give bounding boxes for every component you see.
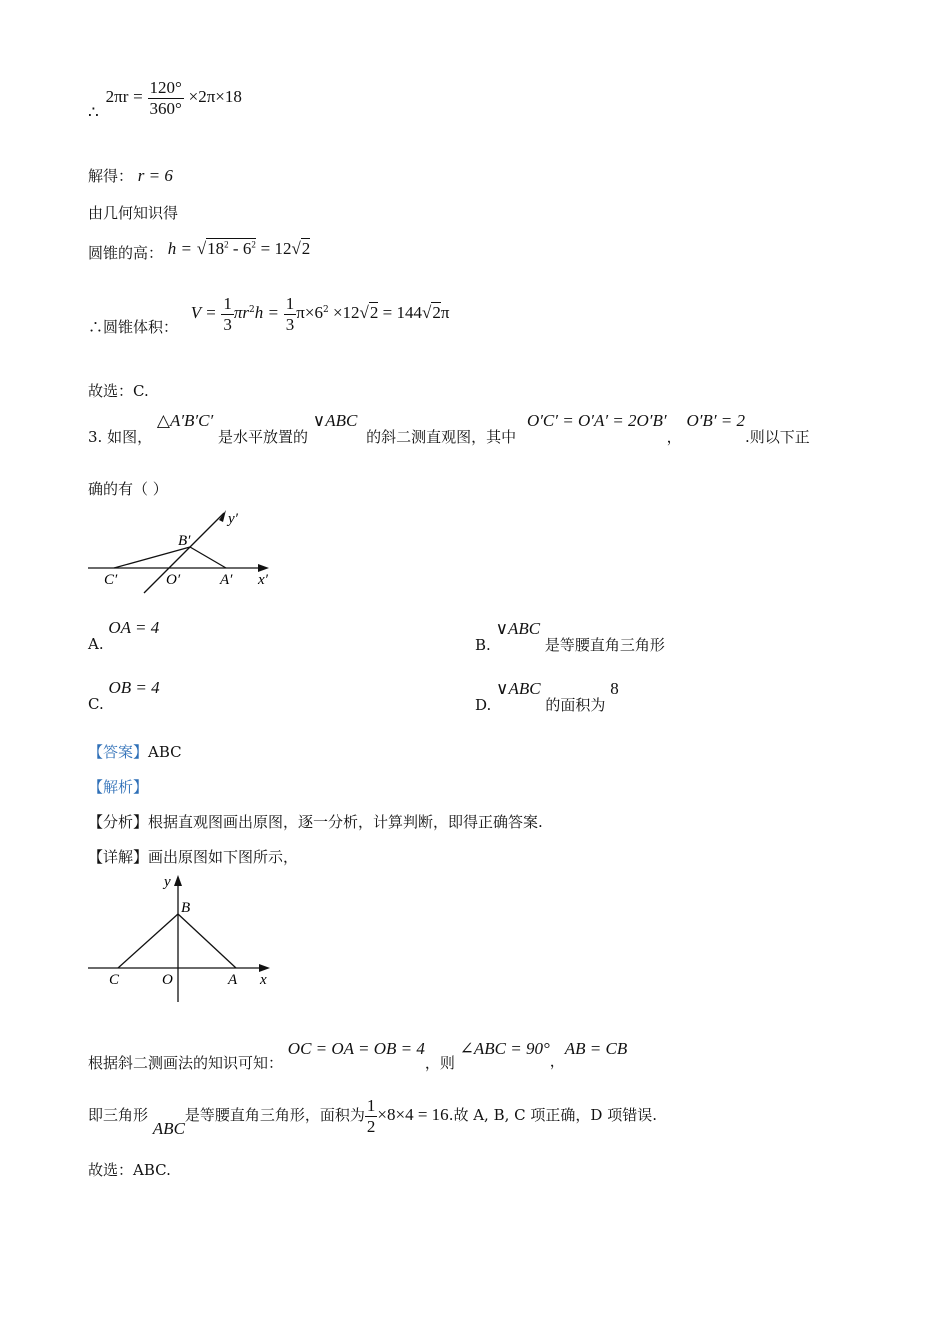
eq-144: = 144 [378,303,422,323]
option-a-expr: OA = 4 [108,618,160,637]
question-3-line2: 确的有（ ） [88,480,168,498]
area-calc: ×8×4 = 16 [377,1105,449,1125]
fraction-numerator: 120° [149,78,182,97]
sqrt-sign: √ [359,303,369,323]
ab-eq-cb: AB = CB [564,1039,628,1058]
q3-triangle-prime: △A′B′C′ [156,411,214,430]
y-axis-arrow [219,510,226,522]
option-c-expr: OB = 4 [108,678,160,697]
label-b: B [181,900,191,916]
question-3-line1 [88,410,810,446]
formula-arc-length [88,78,242,123]
height-lhs: h = [167,239,193,258]
cone-height-label: 圆锥的高： [88,244,164,262]
option-d-label: D. [475,696,492,714]
volume-v: V = [190,303,217,323]
pi-r: πr [233,303,250,323]
label-a: A′ [220,572,233,588]
choice-c: 故选：C. [88,382,149,400]
q3-comma: ， [666,428,682,446]
original-figure [86,870,286,1005]
option-b-expr: ∨ABC [495,619,541,638]
edge-b-a [178,914,236,968]
fenxi-text: 根据直观图画出原图，逐一分析，计算判断，即得正确答案. [148,813,543,831]
den: 2 [366,1116,376,1136]
option-d [475,678,619,714]
q3-prefix: 3. 如图， [88,428,153,446]
den: 3 [223,314,232,334]
h-eq: h = [254,303,279,323]
num: 1 [366,1096,376,1115]
option-b-text: 是等腰直角三角形 [544,636,665,654]
sqrt2: 2 [301,239,311,258]
pi-six: π×6 [296,303,323,323]
sup: 2 [249,305,255,316]
label-x: x [260,972,267,988]
rhs: ×2π×18 [188,87,242,107]
lhs: 2πr [105,87,129,107]
conclusion-text: 根据斜二测画法的知识可知： [88,1054,284,1072]
angle-fraction [148,78,184,118]
conclusion-pre: 即三角形 [88,1106,149,1125]
therefore-symbol: ∴ [88,103,99,123]
conclusion-line-1 [88,1038,628,1072]
final-choice: 故选：ABC. [88,1161,171,1179]
answer-line [88,741,182,762]
num: 1 [223,294,232,313]
one-third-fraction-2 [284,294,297,334]
radicand-a: 18 [207,239,225,258]
fenxi-line [88,811,543,832]
analysis-tag: 【解析】 [88,778,149,796]
sqrt-radicand [206,238,256,258]
q3-condition-1: O′C′ = O′A′ = 2O′B′ [526,411,667,430]
label-y: y′ [228,511,238,527]
conclusion-mid: 是等腰直角三角形，面积为 [184,1106,365,1125]
cone-volume-line [88,294,450,337]
q3-triangle: ∨ABC [312,411,358,430]
equals: = [133,87,143,107]
conclusion-tail: .故 A, B, C 项正确，D 项错误. [448,1106,657,1125]
solve-radius [88,165,173,186]
radius-expr: r = 6 [137,166,173,185]
option-c [88,678,160,713]
q3-mid2: 的斜二测直观图，其中 [366,428,517,446]
then-text: ，则 [424,1054,455,1072]
num: 1 [285,294,295,313]
x-axis-arrow [259,964,270,972]
option-a [88,618,160,653]
sqrt-two: 2 [369,303,379,323]
solve-label: 解得： [88,167,134,185]
fraction-denominator: 360° [149,98,182,118]
pi: π [440,303,450,323]
right-angle: ∠ABC = 90° [459,1039,550,1058]
fenxi-tag: 【分析】 [88,813,149,831]
one-third-fraction [221,294,234,334]
option-d-value: 8 [610,679,619,698]
height-eq: = 12 [260,239,292,258]
xiangjie-text: 画出原图如下图所示， [148,848,299,866]
edge-c-b [118,914,178,968]
x-axis-arrow [258,564,269,572]
option-b [475,618,665,654]
oblique-figure [86,505,286,605]
sqrt-two-b: 2 [432,303,441,323]
cone-height-line [88,238,311,262]
cone-volume-label: ∴圆锥体积： [88,318,179,337]
radicand-sep: - [228,239,243,258]
xiangjie-tag: 【详解】 [88,848,149,866]
answer-text: ABC [148,743,182,761]
label-o: O′ [166,572,181,588]
option-a-label: A. [88,635,104,653]
den: 3 [285,314,295,334]
q3-condition-2: O′B′ = 2 [686,411,746,430]
xiangjie-line [88,846,298,867]
option-d-text: 的面积为 [545,696,606,714]
radicand-b: 6 [242,239,252,258]
square-b: 2 [251,239,256,250]
times-twelve: ×12 [328,303,360,323]
answer-tag: 【答案】 [88,743,149,761]
label-c: C [109,972,120,988]
edge-b-a [190,547,226,568]
conclusion-line-2 [88,1096,657,1139]
equal-lengths: OC = OA = OB = 4 [287,1039,425,1058]
sqrt-sign: √ [196,239,207,258]
option-d-expr: ∨ABC [496,679,541,698]
label-c: C′ [104,572,118,588]
square-a: 2 [224,239,229,250]
sqrt-sign-b: √ [421,303,432,323]
option-b-label: B. [475,636,491,654]
sqrt-sign-2: √ [291,239,301,258]
comma: ， [549,1052,565,1070]
label-y: y [164,874,171,890]
q3-mid1: 是水平放置的 [218,428,309,446]
half-fraction [365,1096,378,1136]
label-a: A [228,972,238,988]
label-o: O [162,972,173,988]
y-prime-axis [144,513,224,593]
label-x: x′ [258,572,268,588]
sup: 2 [322,305,329,316]
geometry-note: 由几何知识得 [88,204,179,222]
q3-tail: .则以下正 [745,428,810,446]
y-axis-arrow [174,875,182,886]
label-b: B′ [178,533,191,549]
triangle-abc: ABC [152,1119,185,1139]
option-c-label: C. [88,695,104,713]
